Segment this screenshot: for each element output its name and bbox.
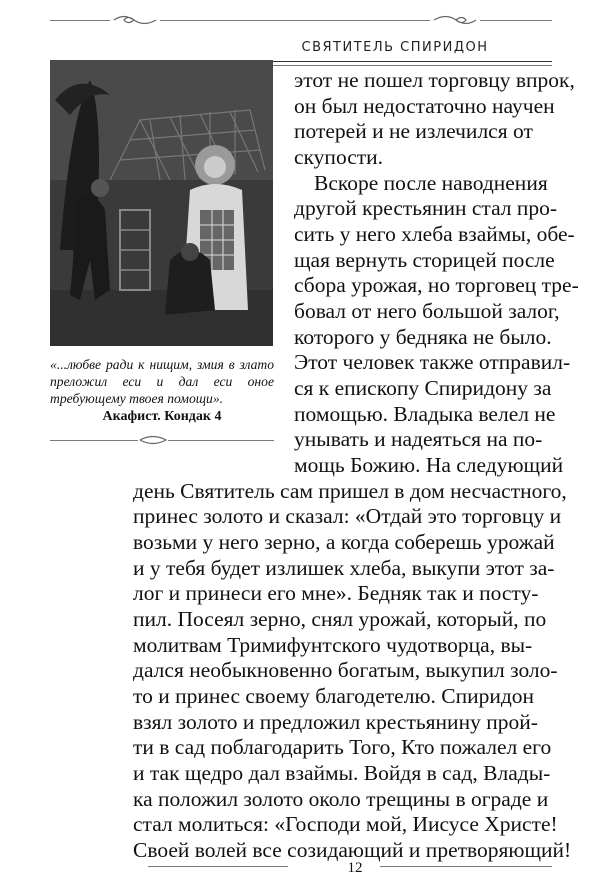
body-line: то и принес своему благодетелю. Спиридон bbox=[133, 684, 535, 708]
caption-ornament-right-rule bbox=[168, 440, 274, 441]
caption-ornament-left-rule bbox=[50, 440, 138, 441]
top-ornament-left-rule bbox=[50, 20, 110, 21]
body-line: ка положил золото около трещины в ограде и bbox=[133, 787, 549, 811]
body-line: мощь Божию. На следующий bbox=[294, 453, 564, 477]
body-line: ся к епископу Спиридону за bbox=[294, 376, 552, 400]
footer-ornament-left-rule bbox=[148, 866, 288, 867]
body-line: принес золото и сказал: «Отдай это торговцу и bbox=[133, 504, 562, 528]
page-number: 12 bbox=[347, 860, 363, 876]
body-line: он был недостаточно научен bbox=[294, 94, 555, 118]
icon-illustration bbox=[50, 60, 273, 346]
body-line: которого у бедняка не было. bbox=[294, 325, 552, 349]
body-line: стал молиться: «Господи мой, Иисусе Христе! bbox=[133, 812, 558, 836]
body-line: Своей волей все созидающий и претворяющий! bbox=[133, 838, 572, 862]
body-line: другой крестьянин стал про- bbox=[294, 196, 558, 220]
running-title-rule-thin bbox=[240, 65, 552, 66]
body-line: ти в сад поблагодарить Того, Кто пожалел его bbox=[133, 735, 552, 759]
flourish-ornament-icon bbox=[138, 433, 168, 447]
body-line: потерей и не излечился от bbox=[294, 119, 533, 143]
body-line: и так щедро дал взаймы. Войдя в сад, Влады- bbox=[133, 761, 551, 785]
body-line: день Святитель сам пришел в дом несчастного, bbox=[133, 479, 567, 503]
body-line: лог и принеси его мне». Бедняк так и посту- bbox=[133, 581, 539, 605]
body-line: помощью. Владыка велел не bbox=[294, 402, 556, 426]
body-line: скупости. bbox=[294, 145, 384, 169]
saint-icon-image bbox=[50, 60, 273, 346]
top-ornament-right-rule bbox=[480, 20, 552, 21]
illustration-caption: «...любве ради к нищим, змия в злато преложил еси и дал еси оное требующему твоея помощи». bbox=[50, 357, 274, 406]
caption-source: Акафист. Кондак 4 bbox=[102, 409, 222, 424]
body-line: Этот человек также отправил- bbox=[294, 350, 571, 374]
flourish-ornament-icon bbox=[432, 13, 478, 27]
body-line: возьми у него зерно, а когда соберешь урожай bbox=[133, 530, 555, 554]
running-title: СВЯТИТЕЛЬ СПИРИДОН bbox=[301, 40, 489, 55]
flourish-ornament-icon bbox=[112, 13, 158, 27]
body-line: щая вернуть сторицей после bbox=[294, 248, 555, 272]
body-line: взял золото и предложил крестьянину прой- bbox=[133, 710, 538, 734]
body-line: сбора урожая, но торговец тре- bbox=[294, 273, 579, 297]
body-line: дался необыкновенно богатым, выкупил золо- bbox=[133, 658, 558, 682]
body-line: бовал от него большой залог, bbox=[294, 299, 560, 323]
body-line: пил. Посеял зерно, снял урожай, который, по bbox=[133, 607, 547, 631]
body-line: молитвам Тримифунтского чудотворца, вы- bbox=[133, 633, 533, 657]
top-ornament-main-rule bbox=[160, 20, 430, 21]
body-line: Вскоре после наводнения bbox=[314, 171, 548, 195]
running-title-rule bbox=[240, 61, 552, 62]
body-line: унывать и надеяться на по- bbox=[294, 427, 543, 451]
body-line: сить у него хлеба взаймы, обе- bbox=[294, 222, 575, 246]
body-line: и у тебя будет излишек хлеба, выкупи этот за- bbox=[133, 556, 555, 580]
footer-ornament-right-rule bbox=[380, 866, 552, 867]
body-line: этот не пошел торговцу впрок, bbox=[294, 68, 575, 92]
